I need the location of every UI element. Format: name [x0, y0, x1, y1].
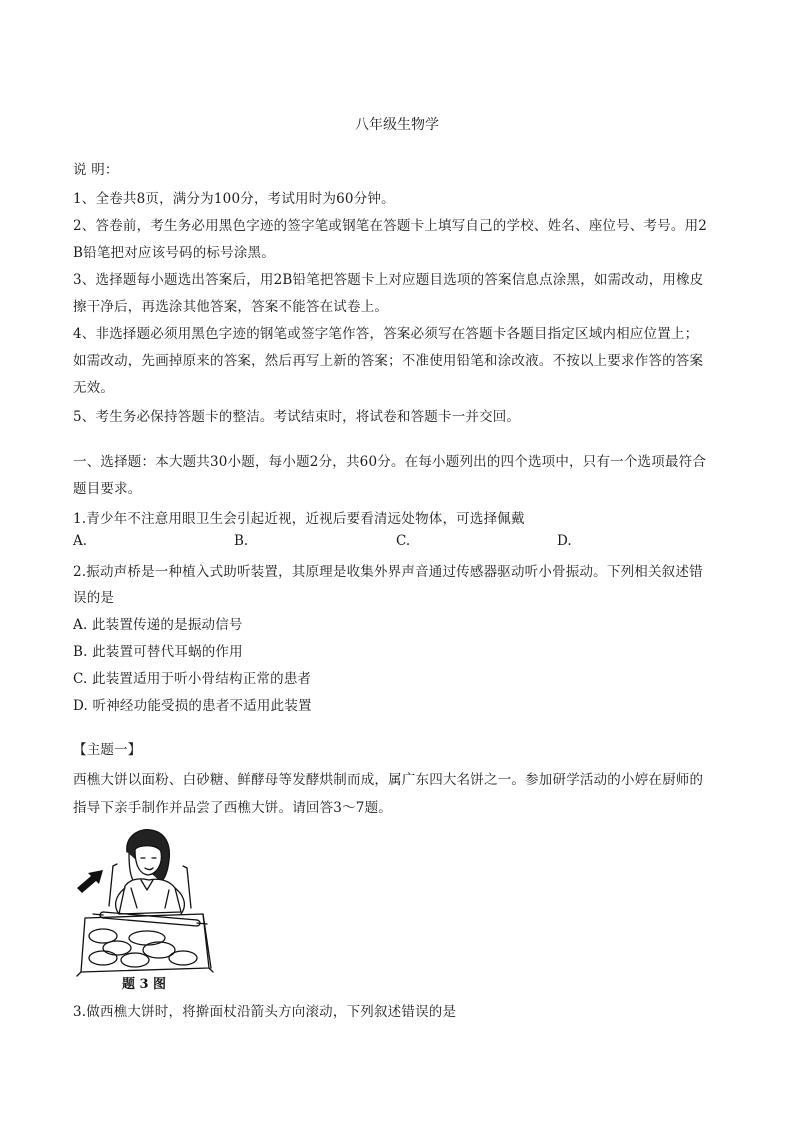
question-2-option-d[interactable]: D. 听神经功能受损的患者不适用此装置: [73, 698, 312, 714]
instructions-heading: 说 明：: [73, 162, 119, 178]
instruction-line: 1、全卷共8页，满分为100分，考试用时为60分钟。: [73, 191, 395, 207]
question-1-option-b[interactable]: B.: [234, 533, 249, 549]
question-1-option-d[interactable]: D.: [557, 533, 572, 549]
instruction-line: 2、答卷前，考生务必用黑色字迹的签字笔或钢笔在答题卡上填写自己的学校、姓名、座位号、考号。用2: [73, 218, 708, 234]
figure-rolling-dough-illustration: [73, 826, 215, 992]
topic-text-cont: 指导下亲手制作并品尝了西樵大饼。请回答3～7题。: [73, 800, 392, 816]
instruction-line: 5、考生务必保持答题卡的整洁。考试结束时，将试卷和答题卡一并交回。: [73, 409, 521, 425]
section-heading-cont: 题目要求。: [73, 481, 142, 497]
topic-heading: 【主题一】: [73, 742, 142, 758]
instruction-line: 3、选择题每小题选出答案后，用2B铅笔把答题卡上对应题目选项的答案信息点涂黑，如需改动，用橡皮: [73, 272, 704, 288]
question-2-stem: 2.振动声桥是一种植入式助听装置，其原理是收集外界声音通过传感器驱动听小骨振动。下列相关叙述错: [73, 564, 703, 580]
instruction-line: 如需改动，先画掉原来的答案，然后再写上新的答案；不准使用铅笔和涂改液。不按以上要求作答的答案: [73, 353, 704, 369]
instruction-line: 无效。: [73, 380, 115, 396]
instruction-line: 4、非选择题必须用黑色字迹的钢笔或签字笔作答，答案必须写在答题卡各题目指定区域内相应位置上；: [73, 326, 699, 342]
question-2-option-a[interactable]: A. 此装置传递的是振动信号: [73, 617, 243, 633]
question-1-option-c[interactable]: C.: [396, 533, 411, 549]
topic-text: 西樵大饼以面粉、白砂糖、鲜酵母等发酵烘制而成，属广东四大名饼之一。参加研学活动的小婷在厨师的: [73, 772, 704, 788]
figure-caption: 题 3 图: [121, 977, 167, 992]
section-heading: 一、选择题：本大题共30小题，每小题2分，共60分。在每小题列出的四个选项中，只有一个选项最符合: [73, 454, 707, 470]
question-2-stem-cont: 误的是: [73, 590, 115, 606]
question-3-stem: 3.做西樵大饼时，将擀面杖沿箭头方向滚动，下列叙述错误的是: [73, 1004, 457, 1020]
question-1-option-a[interactable]: A.: [73, 533, 88, 549]
instruction-line: 擦干净后，再选涂其他答案，答案不能答在试卷上。: [73, 299, 389, 315]
question-2-option-b[interactable]: B. 此装置可替代耳蜗的作用: [73, 644, 243, 660]
instruction-line: B铅笔把对应该号码的标号涂黑。: [73, 245, 275, 261]
question-1-stem: 1.青少年不注意用眼卫生会引起近视，近视后要看清远处物体，可选择佩戴: [73, 511, 525, 527]
page-title: 八年级生物学: [355, 117, 439, 133]
question-2-option-c[interactable]: C. 此装置适用于听小骨结构正常的患者: [73, 671, 312, 687]
